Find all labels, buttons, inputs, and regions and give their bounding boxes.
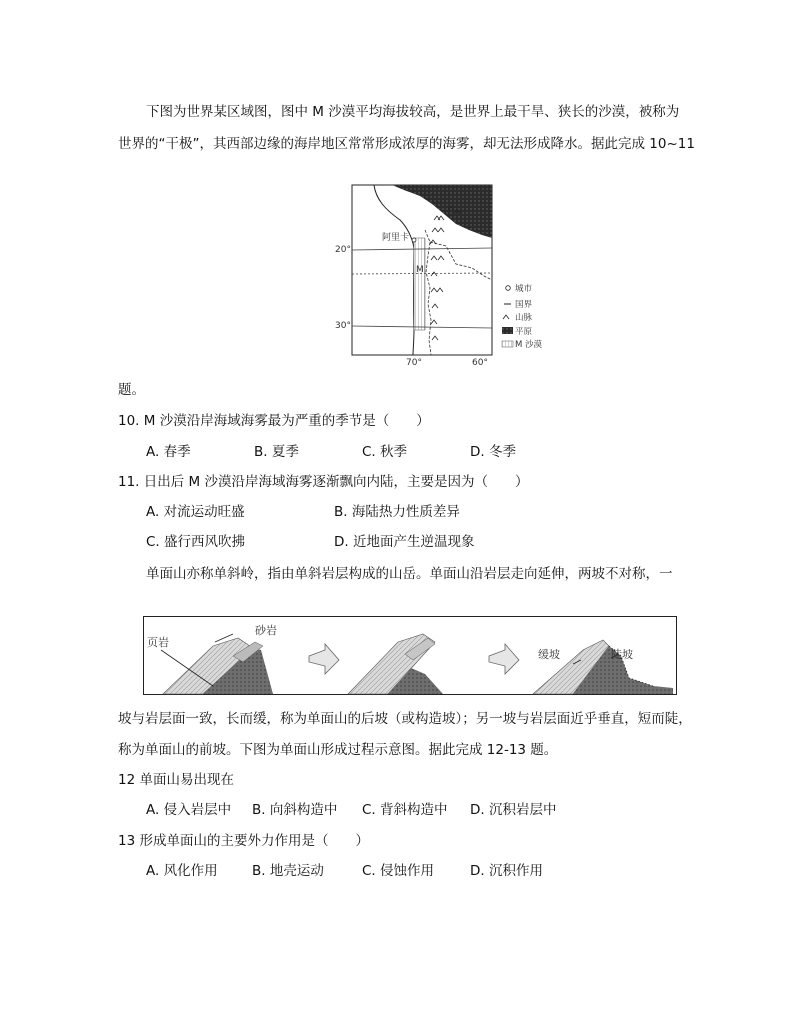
sandstone-label: 砂岩 [255, 624, 277, 637]
cuesta-figure [143, 616, 677, 696]
q11-option-a[interactable]: A. 对流运动旺盛 [146, 504, 245, 520]
intro1-line2: 世界的“干极”，其西部边缘的海岸地区常常形成浓厚的海雾，却无法形成降水。据此完成 10~11 [118, 136, 695, 152]
q11-option-c[interactable]: C. 盛行西风吹拂 [146, 534, 246, 550]
q10-option-d[interactable]: D. 冬季 [470, 444, 516, 460]
gentle-slope-label: 缓坡 [538, 648, 560, 661]
desert-mark: M [416, 265, 424, 275]
city-label: 阿里卡 [382, 233, 410, 243]
legend-desert: M 沙漠 [515, 340, 543, 350]
intro2-line2: 坡与岩层面一致，长而缓，称为单面山的后坡（或构造坡）；另一坡与岩层面近乎垂直，短而陡， [118, 711, 692, 727]
q11-option-d[interactable]: D. 近地面产生逆温现象 [334, 534, 475, 550]
steep-slope-label: 陡坡 [611, 648, 633, 661]
map-legend [502, 283, 543, 350]
q10-option-c[interactable]: C. 秋季 [362, 444, 408, 460]
q10-option-b[interactable]: B. 夏季 [254, 444, 299, 460]
q12-option-b[interactable]: B. 向斜构造中 [252, 802, 338, 818]
q12-option-a[interactable]: A. 侵入岩层中 [146, 802, 232, 818]
intro2-line3: 称为单面山的前坡。下图为单面山形成过程示意图。据此完成 12-13 题。 [118, 742, 558, 758]
lon-70-label: 70° [406, 358, 422, 368]
q13-option-b[interactable]: B. 地壳运动 [252, 863, 324, 879]
intro2-line1: 单面山亦称单斜岭，指由单斜岩层构成的山岳。单面山沿岩层走向延伸，两坡不对称，一 [146, 566, 673, 582]
q12-option-c[interactable]: C. 背斜构造中 [362, 802, 448, 818]
intro1-line1: 下图为世界某区域图，图中 M 沙漠平均海拔较高，是世界上最干旱、狭长的沙漠，被称为 [146, 104, 680, 120]
q12-option-d[interactable]: D. 沉积岩层中 [470, 802, 557, 818]
q10-stem: 10. M 沙漠沿岸海域海雾最为严重的季节是（ ） [118, 413, 430, 429]
lat-30-label: 30° [335, 321, 351, 331]
q13-option-a[interactable]: A. 风化作用 [146, 863, 218, 879]
q10-option-a[interactable]: A. 春季 [146, 444, 191, 460]
region-map [334, 180, 564, 370]
legend-city: 城市 [515, 284, 533, 294]
m-desert [414, 238, 425, 330]
intro1-line3: 题。 [118, 382, 145, 398]
q13-stem: 13 形成单面山的主要外力作用是（ ） [118, 833, 369, 849]
q12-stem: 12 单面山易出现在 [118, 772, 234, 788]
legend-border: 国界 [515, 300, 533, 310]
q11-stem: 11. 日出后 M 沙漠沿岸海域海雾逐渐飘向内陆，主要是因为（ ） [118, 474, 529, 490]
q13-option-d[interactable]: D. 沉积作用 [470, 863, 543, 879]
q11-option-b[interactable]: B. 海陆热力性质差异 [334, 504, 460, 520]
q13-option-c[interactable]: C. 侵蚀作用 [362, 863, 435, 879]
lat-20-label: 20° [335, 245, 351, 255]
legend-plain: 平原 [515, 327, 533, 337]
city-marker [412, 238, 416, 242]
shale-label: 页岩 [147, 636, 169, 649]
lon-60-label: 60° [472, 358, 488, 368]
legend-mountain: 山脉 [515, 313, 533, 323]
